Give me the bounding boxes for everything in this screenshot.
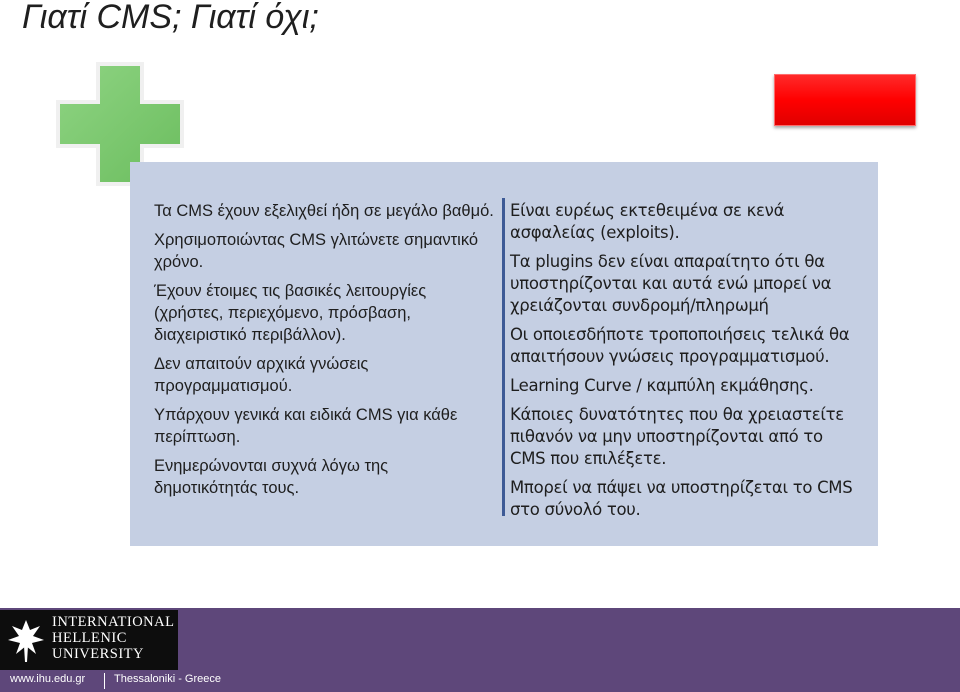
footer-separator: [104, 673, 105, 689]
pros-item: Υπάρχουν γενικά και ειδικά CMS για κάθε περίπτωση.: [154, 406, 458, 446]
pros-item: Χρησιμοποιώντας CMS γλιτώνετε σημαντικό χρόνο.: [154, 231, 479, 271]
footer-strip: [0, 670, 960, 692]
comparison-panel: [130, 162, 878, 546]
logo-text: [52, 614, 174, 662]
logo-line: UNIVERSITY: [52, 646, 144, 662]
cons-item: Οι οποιεσδήποτε τροποποιήσεις τελικά θα απαιτήσουν γνώσεις προγραμματισμού.: [510, 325, 850, 366]
pros-item: Δεν απαιτούν αρχικά γνώσεις προγραμματισμού.: [154, 355, 369, 395]
pros-item: Έχουν έτοιμες τις βασικές λειτουργίες (χρήστες, περιεχόμενο, πρόσβαση, διαχειριστικό περιβάλλον).: [154, 282, 427, 344]
university-logo[interactable]: [0, 610, 178, 670]
pros-list: [154, 200, 494, 506]
minus-bar-icon: [774, 74, 916, 126]
logo-line: HELLENIC: [52, 630, 127, 646]
cons-item: Είναι ευρέως εκτεθειμένα σε κενά ασφαλείας (exploits).: [510, 201, 785, 242]
cons-item: Τα plugins δεν είναι απαραίτητο ότι θα υποστηρίζονται και αυτά ενώ μπορεί να χρειάζονται συνδρομή/πληρωμή: [510, 252, 832, 315]
cons-list: [510, 200, 860, 528]
logo-line: INTERNATIONAL: [52, 614, 175, 630]
column-divider: [502, 198, 505, 516]
cons-item: Κάποιες δυνατότητες που θα χρειαστείτε πιθανόν να μην υποστηρίζονται από το CMS που επιλέξετε.: [510, 405, 844, 468]
location-text: Thessaloniki - Greece: [114, 673, 221, 685]
slide-title: Γιατί CMS; Γιατί όχι;: [22, 0, 319, 36]
website-link[interactable]: www.ihu.edu.gr: [10, 673, 86, 685]
pros-item: Ενημερώνονται συχνά λόγω της δημοτικότητάς τους.: [154, 457, 389, 497]
pros-item: Τα CMS έχουν εξελιχθεί ήδη σε μεγάλο βαθμό.: [154, 202, 494, 220]
cons-item: Μπορεί να πάψει να υποστηρίζεται το CMS στο σύνολό του.: [510, 478, 853, 519]
university-logo-icon: [6, 616, 46, 664]
cons-item: Learning Curve / καμπύλη εκμάθησης.: [510, 376, 814, 395]
